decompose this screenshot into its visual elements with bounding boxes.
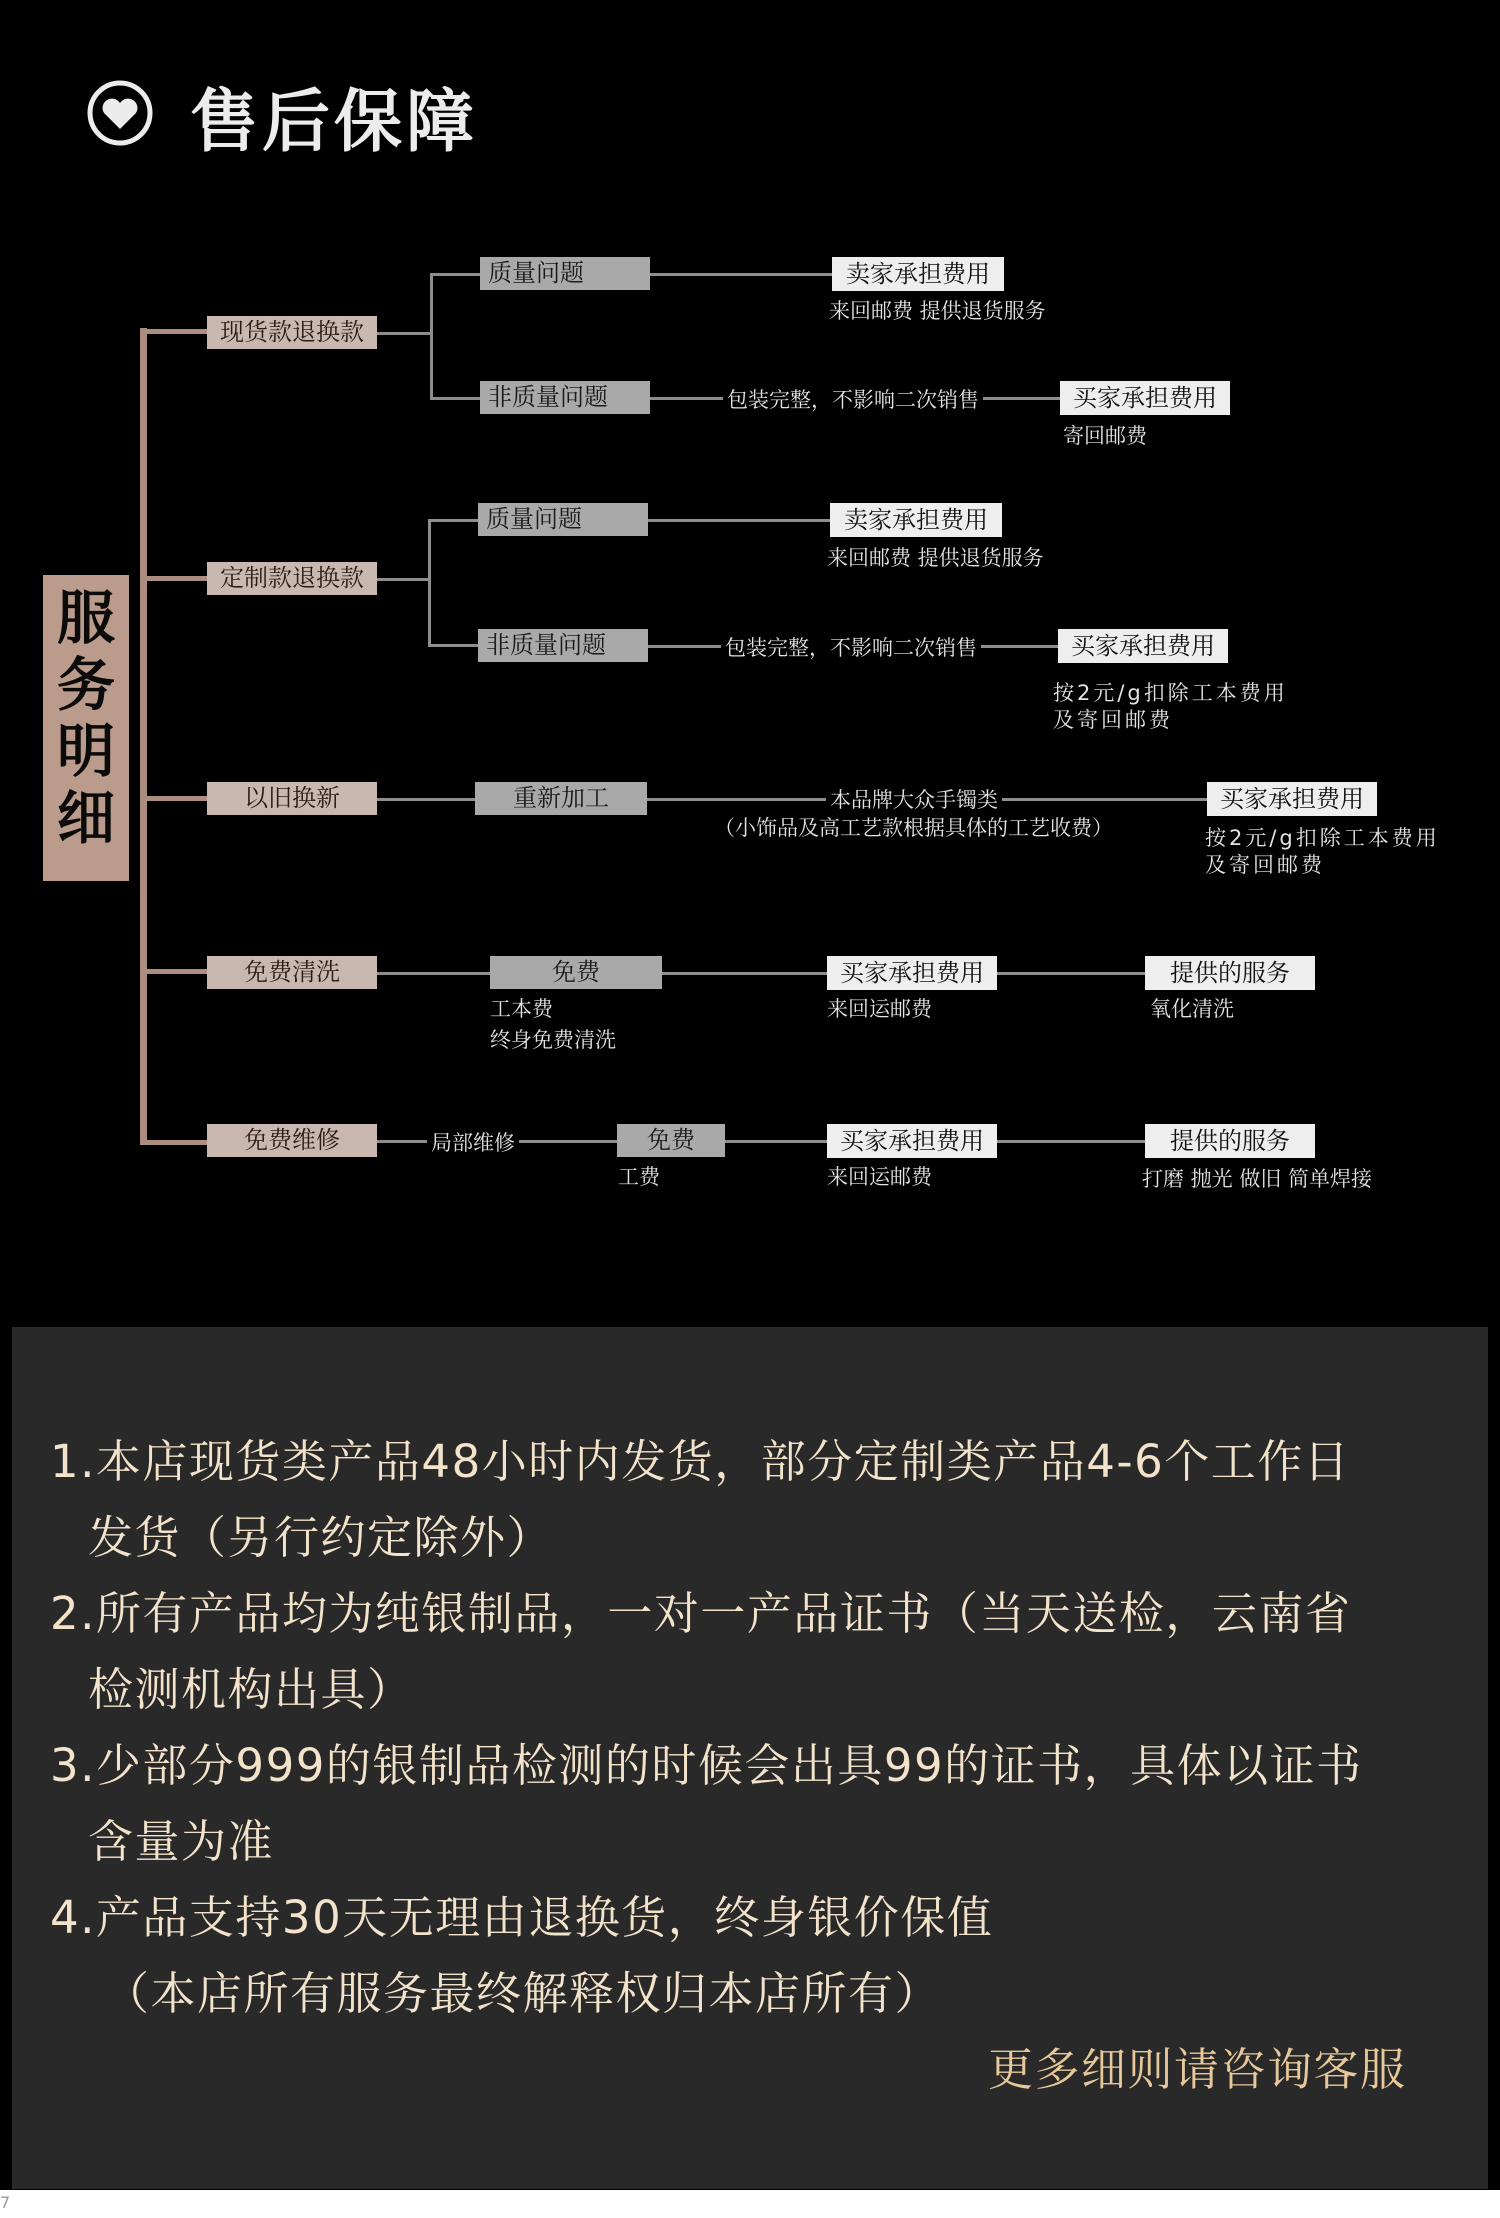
connector <box>650 273 832 276</box>
issue-box: 非质量问题 <box>478 629 648 662</box>
policy-line: 1.本店现货类产品48小时内发货，部分定制类产品4-6个工作日 <box>50 1435 1351 1488</box>
free-note: 工费 <box>618 1162 660 1192</box>
category-box: 定制款退换款 <box>207 562 377 595</box>
policy-panel <box>12 1327 1488 2189</box>
payer-box: 买家承担费用 <box>827 956 997 990</box>
payer-note: 来回邮费 提供退货服务 <box>827 543 1044 573</box>
payer-note: 及寄回邮费 <box>1053 708 1173 732</box>
payer-note: 来回运邮费 <box>827 1162 932 1192</box>
heart-circle-icon <box>86 79 154 147</box>
free-note: 工本费 <box>490 994 553 1024</box>
payer-note: 按2元/g扣除工本费用 <box>1053 681 1288 705</box>
condition-text: 局部维修 <box>427 1127 519 1157</box>
service-label-char: 细 <box>56 784 115 853</box>
payer-box: 买家承担费用 <box>827 1124 997 1158</box>
service-label <box>43 585 129 852</box>
payer-box: 卖家承担费用 <box>832 257 1004 291</box>
step-box: 重新加工 <box>475 782 647 815</box>
payer-note: 寄回邮费 <box>1063 421 1147 451</box>
connector <box>428 519 431 645</box>
connector <box>430 397 480 400</box>
connector <box>377 578 430 581</box>
service-note: 打磨 抛光 做旧 简单焊接 <box>1142 1164 1372 1194</box>
condition-text: 包装完整，不影响二次销售 <box>721 632 981 662</box>
service-box: 提供的服务 <box>1145 956 1315 990</box>
payer-note: 来回邮费 提供退货服务 <box>829 296 1046 326</box>
payer-note: 来回运邮费 <box>827 994 932 1024</box>
service-note: 氧化清洗 <box>1150 994 1234 1024</box>
policy-line: 检测机构出具） <box>88 1663 414 1716</box>
trunk-branch <box>140 576 208 581</box>
free-note: 终身免费清洗 <box>490 1025 616 1055</box>
issue-box: 质量问题 <box>478 503 648 536</box>
connector <box>725 1140 827 1143</box>
connector <box>648 519 830 522</box>
policy-line: 3.少部分999的银制品检测的时候会出具99的证书，具体以证书 <box>50 1739 1363 1792</box>
policy-line: 发货（另行约定除外） <box>88 1511 554 1564</box>
payer-note: 按2元/g扣除工本费用 <box>1205 826 1440 850</box>
trunk-branch <box>140 796 208 801</box>
connector <box>377 332 432 335</box>
connector <box>377 798 475 801</box>
connector <box>997 1140 1145 1143</box>
free-box: 免费 <box>490 956 662 989</box>
service-label-char: 服 <box>56 584 115 652</box>
policy-line: （本店所有服务最终解释权归本店所有） <box>104 1967 942 2020</box>
connector <box>430 273 480 276</box>
policy-line: 2.所有产品均为纯银制品，一对一产品证书（当天送检，云南省 <box>50 1587 1352 1640</box>
connector <box>428 644 478 647</box>
service-label-char: 明 <box>56 717 115 786</box>
connector <box>377 972 490 975</box>
trunk-branch <box>140 329 208 334</box>
page-title: 售后保障 <box>190 82 479 162</box>
service-label-text <box>43 585 129 852</box>
more-info-link[interactable]: 更多细则请咨询客服 <box>988 2043 1407 2096</box>
issue-box: 非质量问题 <box>480 381 650 414</box>
free-box: 免费 <box>617 1124 725 1157</box>
connector <box>428 519 478 522</box>
issue-box: 质量问题 <box>480 257 650 290</box>
tree-trunk <box>140 328 147 1145</box>
connector <box>430 273 433 398</box>
trunk-branch <box>140 1140 208 1145</box>
service-label-char: 务 <box>56 650 115 719</box>
service-box: 提供的服务 <box>1145 1124 1315 1158</box>
condition-note: （小饰品及高工艺款根据具体的工艺收费） <box>714 816 1113 840</box>
category-box: 以旧换新 <box>207 782 377 815</box>
policy-line: 含量为准 <box>88 1815 275 1868</box>
category-box: 免费维修 <box>207 1124 377 1157</box>
page-number: 7 <box>0 2193 11 2212</box>
category-box: 现货款退换款 <box>207 316 377 349</box>
policy-line: 4.产品支持30天无理由退换货，终身银价保值 <box>50 1891 994 1944</box>
payer-box: 买家承担费用 <box>1207 782 1377 816</box>
category-box: 免费清洗 <box>207 956 377 989</box>
condition-text: 包装完整，不影响二次销售 <box>723 384 983 414</box>
connector <box>997 972 1145 975</box>
payer-note: 及寄回邮费 <box>1205 853 1325 877</box>
connector <box>662 972 827 975</box>
trunk-branch <box>140 969 208 974</box>
condition-text: 本品牌大众手镯类 <box>826 784 1002 814</box>
payer-box: 卖家承担费用 <box>830 503 1002 537</box>
payer-box: 买家承担费用 <box>1058 629 1228 663</box>
payer-box: 买家承担费用 <box>1060 381 1230 415</box>
